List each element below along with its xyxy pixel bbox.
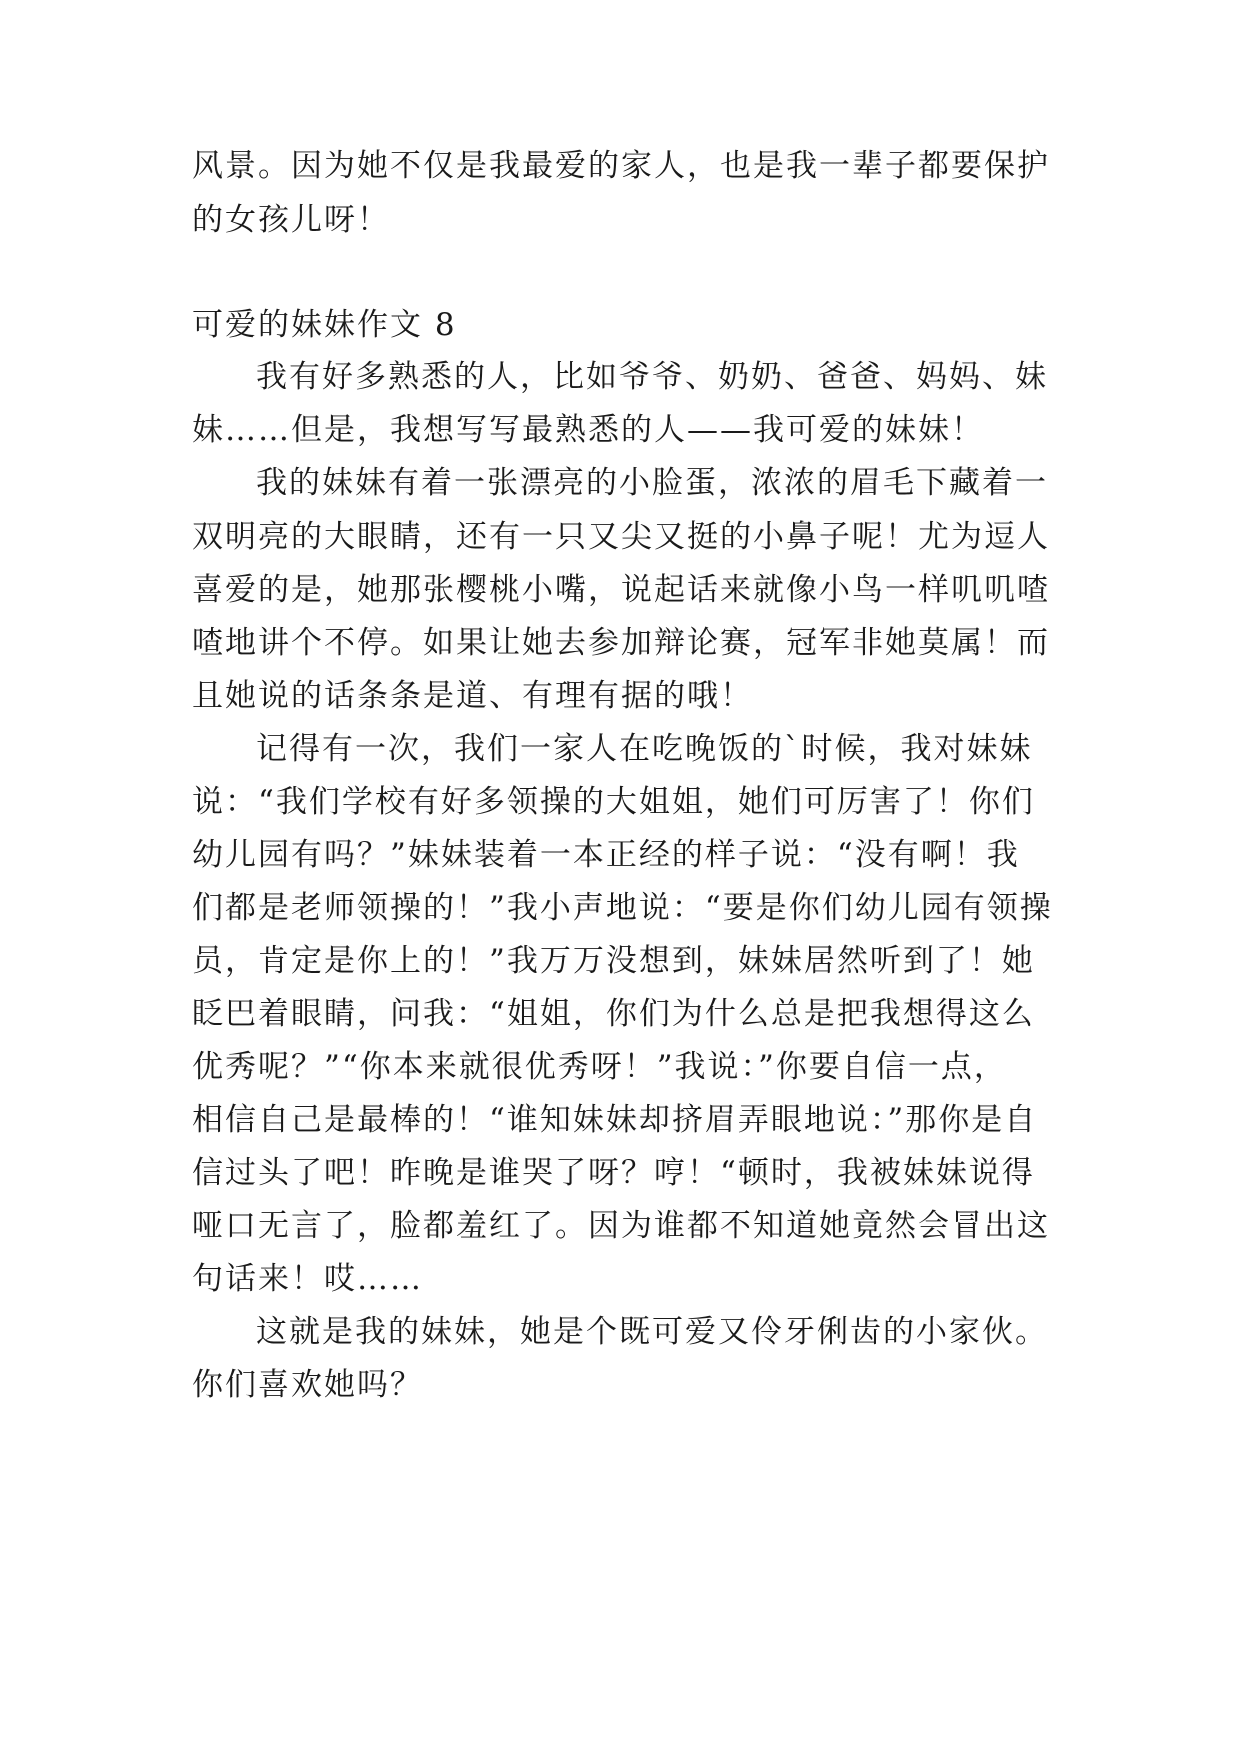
paragraph-3-line-3: 幼儿园有吗？”妹妹装着一本正经的样子说：“没有啊！我 [192, 837, 1020, 873]
paragraph-2-line-4: 喳地讲个不停。如果让她去参加辩论赛，冠军非她莫属！而 [192, 625, 1050, 661]
paragraph-3-line-5: 员，肯定是你上的！”我万万没想到，妹妹居然听到了！她 [192, 943, 1035, 979]
paragraph-2-line-2: 双明亮的大眼睛，还有一只又尖又挺的小鼻子呢！尤为逗人 [192, 519, 1050, 555]
paragraph-1-line-2: 妹……但是，我想写写最熟悉的人——我可爱的妹妹！ [192, 412, 984, 448]
paragraph-3-line-7: 优秀呢？”“你本来就很优秀呀！”我说：”你要自信一点， [192, 1049, 1007, 1085]
paragraph-1-line-1: 我有好多熟悉的人，比如爷爷、奶奶、爸爸、妈妈、妹 [256, 359, 1048, 395]
paragraph-3-line-2: 说：“我们学校有好多领操的大姐姐，她们可厉害了！你们 [192, 784, 1035, 820]
paragraph-4-line-1: 这就是我的妹妹，她是个既可爱又伶牙俐齿的小家伙。 [256, 1314, 1048, 1350]
intro-line-2: 的女孩儿呀！ [192, 202, 390, 238]
paragraph-3-line-10: 哑口无言了，脸都羞红了。因为谁都不知道她竟然会冒出这 [192, 1208, 1050, 1244]
paragraph-3-line-1: 记得有一次，我们一家人在吃晚饭的`时候，我对妹妹 [256, 731, 1033, 767]
paragraph-3-line-6: 眨巴着眼睛，问我：“姐姐，你们为什么总是把我想得这么 [192, 996, 1035, 1032]
intro-line-1: 风景。因为她不仅是我最爱的家人，也是我一辈子都要保护 [192, 148, 1050, 184]
paragraph-3-line-9: 信过头了吧！昨晚是谁哭了呀？哼！“顿时，我被妹妹说得 [192, 1155, 1035, 1191]
paragraph-3-line-4: 们都是老师领操的！”我小声地说：“要是你们幼儿园有领操 [192, 890, 1053, 926]
paragraph-2-line-1: 我的妹妹有着一张漂亮的小脸蛋，浓浓的眉毛下藏着一 [256, 465, 1048, 501]
paragraph-3-line-8: 相信自己是最棒的！“谁知妹妹却挤眉弄眼地说：”那你是自 [192, 1102, 1038, 1138]
paragraph-3-line-11: 句话来！哎…… [192, 1261, 423, 1297]
paragraph-4-line-2: 你们喜欢她吗？ [192, 1367, 423, 1403]
paragraph-2-line-5: 且她说的话条条是道、有理有据的哦！ [192, 678, 753, 714]
paragraph-2-line-3: 喜爱的是，她那张樱桃小嘴，说起话来就像小鸟一样叽叽喳 [192, 572, 1050, 608]
section-title: 可爱的妹妹作文 8 [192, 307, 457, 343]
